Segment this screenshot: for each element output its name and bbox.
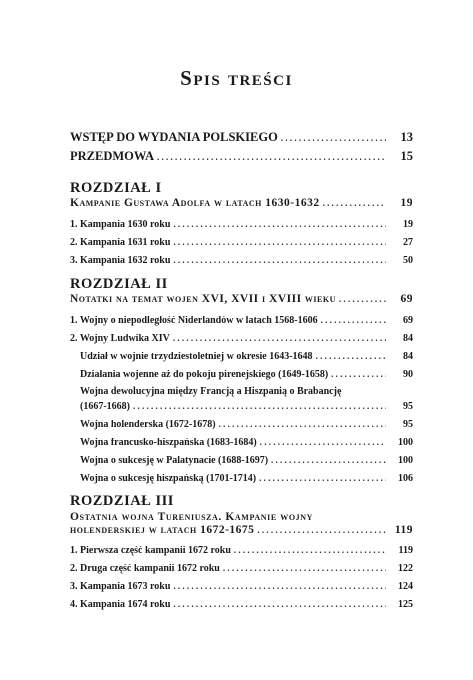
toc-entry-foreword-pl	[70, 131, 413, 144]
toc-entry-page: 119	[398, 546, 413, 556]
toc-entry-label: PRZEDMOWA	[70, 150, 155, 163]
toc-entry-label: Wojna holenderska (1672-1678)	[80, 420, 216, 430]
chapter-2-subtitle	[70, 294, 413, 306]
toc-entry	[70, 256, 413, 266]
toc-entry	[70, 600, 413, 610]
toc-subentry	[80, 456, 413, 466]
toc-entry-page: 15	[400, 150, 413, 163]
toc-entry-label: Udział w wojnie trzydziestoletniej w okresie 1643-1648	[80, 352, 313, 362]
toc-entry-label: WSTĘP DO WYDANIA POLSKIEGO	[70, 131, 278, 144]
toc-entry-page: 50	[403, 256, 413, 266]
toc-entry-label: Wojna o sukcesję hiszpańską (1701-1714)	[80, 474, 257, 484]
toc-subentry	[80, 352, 413, 362]
toc-entry-page: 95	[403, 402, 413, 412]
toc-entry-label: holenderskiej w latach 1672-1675	[70, 525, 255, 536]
chapter-1-subtitle	[70, 198, 413, 210]
toc-entry-page: 19	[403, 220, 413, 230]
toc-entry	[70, 564, 413, 574]
toc-entry-label: 3. Kampania 1632 roku	[70, 256, 171, 266]
toc-entry-preface	[70, 150, 413, 163]
toc-entry-page: 95	[403, 420, 413, 430]
toc-entry-page: 119	[394, 525, 413, 536]
toc-entry-label: Wojna o sukcesję w Palatynacie (1688-1697)	[80, 456, 269, 466]
toc-subentry-wrap-line	[80, 386, 413, 397]
toc-subentry	[80, 438, 413, 448]
chapter-3-subtitle-line1: Ostatnia wojna Tureniusza. Kampanie wojny	[70, 511, 314, 523]
toc-entry-label: 2. Wojny Ludwika XIV	[70, 334, 170, 344]
toc-entry-label: Notatki na temat wojen XVI, XVII i XVIII wieku	[70, 294, 336, 305]
toc-entry	[70, 546, 413, 556]
toc-entry-page: 106	[398, 474, 413, 484]
toc-subentry	[80, 370, 413, 380]
toc-entry	[70, 334, 413, 344]
chapter-3-heading: ROZDZIAŁ III	[70, 493, 174, 509]
toc-entry-page: 84	[403, 334, 413, 344]
toc-entry-page: 90	[403, 370, 413, 380]
toc-entry	[70, 582, 413, 592]
toc-subentry	[80, 402, 413, 412]
toc-subentry	[80, 474, 413, 484]
toc-entry-label: Wojna dewolucyjna między Francją a Hiszpanią o Brabancję	[80, 386, 342, 397]
toc-entry-page: 100	[398, 438, 413, 448]
toc-entry-label: 4. Kampania 1674 roku	[70, 600, 171, 610]
toc-entry-page: 100	[398, 456, 413, 466]
toc-entry-page: 27	[403, 238, 413, 248]
toc-entry-label: 3. Kampania 1673 roku	[70, 582, 171, 592]
toc-entry-label: 2. Druga część kampanii 1672 roku	[70, 564, 220, 574]
page-title: Spis treści	[180, 66, 293, 90]
toc-entry-page: 84	[403, 352, 413, 362]
toc-entry-label: 2. Kampania 1631 roku	[70, 238, 171, 248]
toc-entry-label: 1. Kampania 1630 roku	[70, 220, 171, 230]
toc-entry-page: 13	[400, 131, 413, 144]
toc-entry	[70, 316, 413, 326]
toc-entry-page: 19	[400, 198, 413, 209]
toc-subentry	[80, 420, 413, 430]
chapter-2-heading: ROZDZIAŁ II	[70, 276, 168, 292]
toc-entry-label: (1667-1668)	[80, 402, 130, 412]
toc-entry-page: 125	[398, 600, 413, 610]
toc-entry-label: Działania wojenne aż do pokoju pirenejskiego (1649-1658)	[80, 370, 329, 380]
toc-entry-label: Kampanie Gustawa Adolfa w latach 1630-1632	[70, 198, 320, 209]
toc-entry-label: 1. Pierwsza część kampanii 1672 roku	[70, 546, 231, 556]
toc-entry-page: 69	[403, 316, 413, 326]
toc-entry-label: 1. Wojny o niepodległość Niderlandów w latach 1568-1606	[70, 316, 318, 326]
toc-entry-page: 124	[398, 582, 413, 592]
chapter-3-subtitle	[70, 525, 413, 537]
toc-entry-label: Wojna francusko-hiszpańska (1683-1684)	[80, 438, 257, 448]
toc-entry-page: 69	[400, 294, 413, 305]
toc-entry	[70, 238, 413, 248]
chapter-1-heading: ROZDZIAŁ I	[70, 180, 162, 196]
toc-entry-page: 122	[398, 564, 413, 574]
toc-entry	[70, 220, 413, 230]
